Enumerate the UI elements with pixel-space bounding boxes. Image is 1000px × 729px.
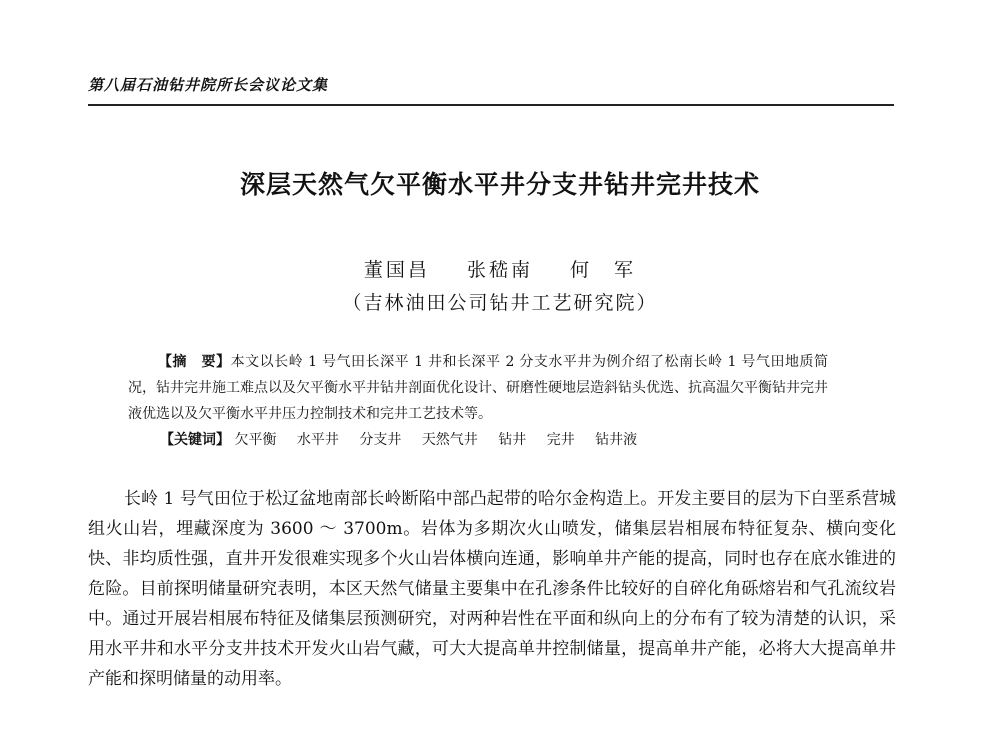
author-name: 张嵇南 [466,259,533,281]
author-list [0,255,1000,282]
keyword: 分支井 [359,432,402,448]
keyword: 钻井液 [595,432,638,448]
keyword: 欠平衡 [234,432,277,448]
body-paragraph: 长岭 1 号气田位于松辽盆地南部长岭断陷中部凸起带的哈尔金构造上。开发主要目的层为下白垩系营城组火山岩，埋藏深度为 3600 ～ 3700m。岩体为多期次火山喷发，储集层岩相展布特征复杂、横向变化快、非均质性强，直井开发很难实现多个火山岩体横向连通，影响单井产能的提高，同时也存在底水锥进的危险。目前探明储量研究表明，本区天然气储量主要集中在孔渗条件比较好的自碎化角砾熔岩和气孔流纹岩中。通过开展岩相展布特征及储集层预测研究，对两种岩性在平面和纵向上的分布有了较为清楚的认识，采用水平井和水平分支井技术开发火山岩气藏，可大大提高单井控制储量，提高单井产能，必将大大提高单井产能和探明储量的动用率。 [88,489,896,689]
keyword: 天然气井 [421,432,478,448]
paper-title: 深层天然气欠平衡水平井分支井钻井完井技术 [239,170,760,199]
header-rule [88,104,894,106]
abstract-label: 【摘 要】 [158,354,231,370]
body-text [88,484,896,694]
running-header: 第八届石油钻井院所长会议论文集 [88,76,329,94]
abstract-text: 本文以长岭 1 号气田长深平 1 井和长深平 2 分支水平井为例介绍了松南长岭 1 号气田地质简况，钻井完井施工难点以及欠平衡水平井钻井剖面优化设计、研磨性硬地层造斜钻头优选、抗高温欠平衡钻井完井液优选以及欠平衡水平井压力控制技术和完井工艺技术等。 [128,354,829,422]
keyword: 钻井 [498,432,527,448]
keyword: 完井 [546,432,575,448]
keyword: 水平井 [296,432,339,448]
keywords-label: 【关键词】 [160,432,230,448]
abstract [128,349,828,427]
keywords [160,427,840,453]
affiliation: （吉林油田公司钻井工艺研究院） [342,292,658,314]
author-name: 何 军 [570,259,637,281]
author-name: 董国昌 [363,259,430,281]
